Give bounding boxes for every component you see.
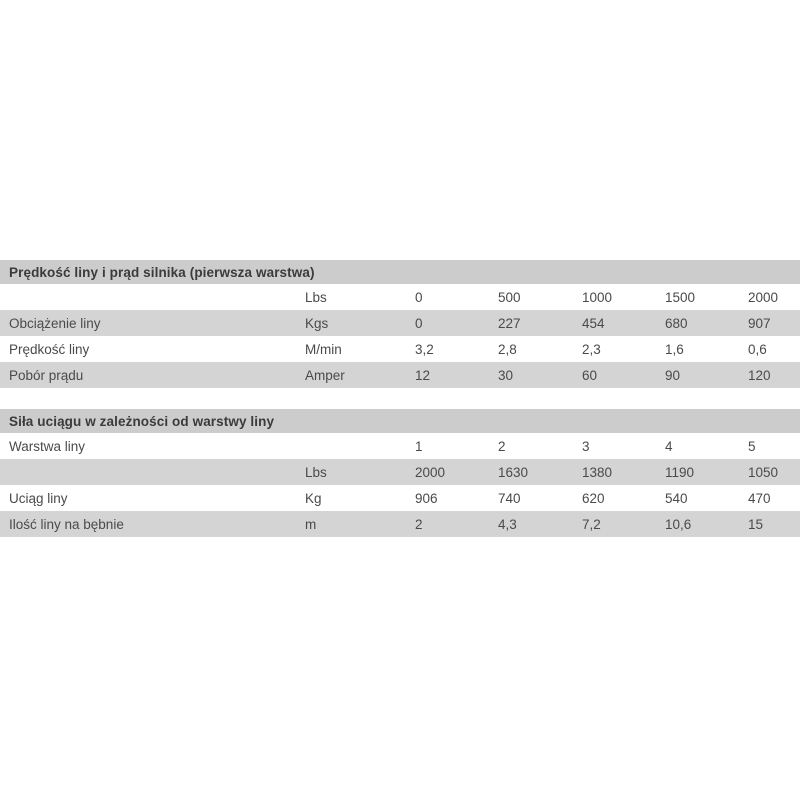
table-row — [0, 511, 800, 537]
table-row — [0, 336, 800, 362]
cell-value: 120 — [748, 367, 771, 383]
table-row — [0, 362, 800, 388]
cell-value: 15 — [748, 516, 764, 532]
cell-value: 30 — [498, 367, 514, 383]
cell-value: 2,3 — [582, 341, 601, 357]
cell-value: 907 — [748, 315, 771, 331]
row-unit: Kg — [305, 490, 322, 506]
table-pulling-force-by-layer — [0, 409, 800, 537]
cell-value: 1050 — [748, 464, 779, 480]
row-unit: Amper — [305, 367, 345, 383]
cell-value: 1190 — [665, 464, 695, 480]
table-title-bar — [0, 260, 800, 284]
cell-value: 12 — [415, 367, 431, 383]
cell-value: 2000 — [415, 464, 446, 480]
cell-value: 227 — [498, 315, 521, 331]
cell-value: 3,2 — [415, 341, 434, 357]
cell-value: 60 — [582, 367, 598, 383]
table-row — [0, 284, 800, 310]
cell-value: 454 — [582, 315, 605, 331]
cell-value: 0,6 — [748, 341, 767, 357]
cell-value: 2 — [415, 516, 423, 532]
cell-value: 4,3 — [498, 516, 517, 532]
cell-value: 2 — [498, 438, 506, 454]
cell-value: 0 — [415, 315, 423, 331]
cell-value: 90 — [665, 367, 681, 383]
cell-value: 4 — [665, 438, 673, 454]
cell-value: 2,8 — [498, 341, 517, 357]
cell-value: 2000 — [748, 289, 779, 305]
table-rope-speed-current — [0, 260, 800, 388]
cell-value: 1,6 — [665, 341, 684, 357]
cell-value: 1500 — [665, 289, 696, 305]
table-row — [0, 485, 800, 511]
row-label: Pobór prądu — [9, 367, 84, 383]
row-unit: Kgs — [305, 315, 329, 331]
cell-value: 620 — [582, 490, 605, 506]
row-unit: Lbs — [305, 464, 327, 480]
row-label: Obciążenie liny — [9, 315, 101, 331]
row-label: Prędkość liny — [9, 341, 90, 357]
cell-value: 5 — [748, 438, 756, 454]
table-row — [0, 433, 800, 459]
row-label: Warstwa liny — [9, 438, 86, 454]
row-unit: Lbs — [305, 289, 327, 305]
row-label: Uciąg liny — [9, 490, 68, 506]
table-title: Siła uciągu w zależności od warstwy liny — [9, 413, 275, 429]
row-label: Ilość liny na bębnie — [9, 516, 124, 532]
cell-value: 1000 — [582, 289, 613, 305]
cell-value: 740 — [498, 490, 521, 506]
cell-value: 3 — [582, 438, 590, 454]
cell-value: 1 — [415, 438, 423, 454]
row-unit: M/min — [305, 341, 342, 357]
table-title-bar — [0, 409, 800, 433]
cell-value: 1630 — [498, 464, 529, 480]
cell-value: 500 — [498, 289, 521, 305]
cell-value: 1380 — [582, 464, 613, 480]
table-title: Prędkość liny i prąd silnika (pierwsza warstwa) — [9, 264, 315, 280]
row-unit: m — [305, 516, 317, 532]
cell-value: 0 — [415, 289, 423, 305]
cell-value: 470 — [748, 490, 771, 506]
cell-value: 10,6 — [665, 516, 692, 532]
table-row — [0, 459, 800, 485]
cell-value: 680 — [665, 315, 688, 331]
cell-value: 540 — [665, 490, 688, 506]
table-row — [0, 310, 800, 336]
cell-value: 906 — [415, 490, 438, 506]
cell-value: 7,2 — [582, 516, 601, 532]
